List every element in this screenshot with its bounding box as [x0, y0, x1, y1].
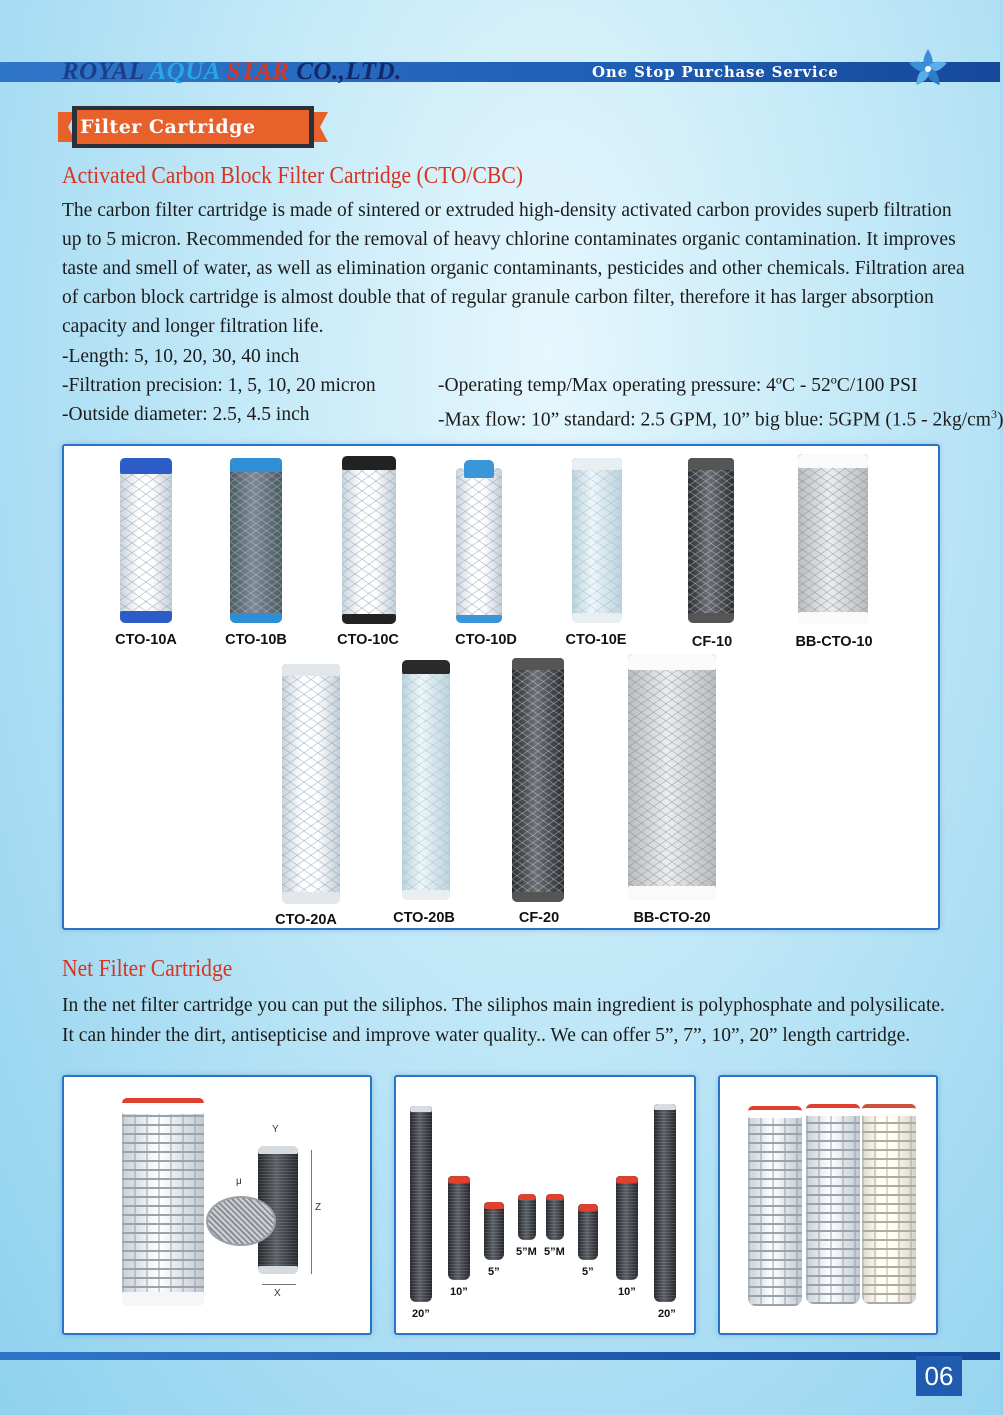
dimension-line-x	[262, 1284, 296, 1285]
size-label-10-right: 10”	[618, 1286, 636, 1298]
size-label-5-left: 5”	[488, 1266, 500, 1278]
company-word-co-ltd: CO.,LTD.	[296, 58, 402, 85]
net-cartridge-5in-right	[578, 1204, 598, 1260]
label-cto-10a: CTO-10A	[115, 632, 177, 648]
cartridge-cto-10c	[342, 456, 396, 624]
cartridge-cto-20b	[402, 660, 450, 900]
size-label-5m-right: 5”M	[544, 1246, 565, 1258]
net-cartridge-grey	[748, 1106, 802, 1306]
size-label-5-right: 5”	[582, 1266, 594, 1278]
cartridge-bb-cto-10	[798, 454, 868, 624]
cartridge-cto-10b	[230, 458, 282, 623]
size-label-10-left: 10”	[450, 1286, 468, 1298]
dim-label-mu: μ	[236, 1176, 242, 1187]
net-cartridge-10in-right	[616, 1176, 638, 1280]
net-cartridge-20in-right	[654, 1104, 676, 1302]
cartridge-bb-cto-20	[628, 654, 716, 900]
cartridge-cto-10d	[456, 468, 502, 623]
cartridge-cf-10	[688, 458, 734, 623]
size-label-5m-left: 5”M	[516, 1246, 537, 1258]
size-label-20-left: 20”	[412, 1308, 430, 1320]
net-cartridge-20in-left	[410, 1106, 432, 1302]
size-label-20-right: 20”	[658, 1308, 676, 1320]
footer-bar	[0, 1352, 1000, 1360]
label-cto-20a: CTO-20A	[275, 912, 337, 928]
label-cto-20b: CTO-20B	[393, 910, 455, 926]
company-word-royal: ROYAL	[62, 58, 144, 85]
company-word-star: STAR	[226, 58, 290, 85]
label-cto-10c: CTO-10C	[337, 632, 399, 648]
cartridge-cto-20a	[282, 664, 340, 904]
spec-length: -Length: 5, 10, 20, 30, 40 inch	[62, 346, 300, 367]
net-cartridge-10in-left	[448, 1176, 470, 1280]
spec-max-flow-end: )	[996, 409, 1003, 431]
label-cto-10d: CTO-10D	[455, 632, 517, 648]
net-description-line2: It can hinder the dirt, antisepticise and improve water quality.. We can offer 5”, 7”, 10”, 20” length cartridge.	[62, 1025, 911, 1046]
page-number: 06	[916, 1356, 962, 1396]
net-cartridge-large	[122, 1098, 204, 1306]
net-cartridge-cream	[862, 1104, 916, 1304]
spec-max-flow	[438, 400, 1003, 435]
spec-max-flow-text: -Max flow: 10” standard: 2.5 GPM, 10” big blue: 5GPM (1.5 - 2kg/cm	[438, 409, 991, 431]
net-section-title: Net Filter Cartridge	[62, 956, 233, 982]
label-cf-10: CF-10	[691, 634, 733, 650]
label-cto-10b: CTO-10B	[225, 632, 287, 648]
spec-diameter: -Outside diameter: 2.5, 4.5 inch	[62, 404, 310, 425]
banner-title: Filter Cartridge	[80, 116, 256, 138]
tagline: One Stop Purchase Service	[592, 63, 839, 81]
spec-temp-pressure: -Operating temp/Max operating pressure: 4ºC - 52ºC/100 PSI	[438, 375, 918, 396]
net-panel-sizes	[394, 1075, 696, 1335]
label-cf-20: CF-20	[518, 910, 560, 926]
company-word-aqua: AQUA	[149, 58, 220, 85]
cartridge-cf-20	[512, 658, 564, 902]
cartridge-cto-10e	[572, 458, 622, 623]
star-flower-icon	[903, 46, 953, 92]
label-bb-cto-20: BB-CTO-20	[633, 910, 711, 926]
carbon-description: The carbon filter cartridge is made of sintered or extruded high-density activated carbon provides superb filtration up to 5 micron. Recommended for the removal of heavy chlorine contaminates organic contamination. It improves taste and smell of water, as well as elimination organic contaminants, pesticides and other chemicals. Filtration area of carbon block cartridge is almost double that of regular granule carbon filter, therefore it has larger absorption capacity and longer filtration life.	[62, 200, 965, 337]
net-cartridge-5in-left	[484, 1202, 504, 1260]
net-cartridge-5in-m-right	[546, 1194, 564, 1240]
dim-label-y: Y	[272, 1124, 279, 1135]
label-cto-10e: CTO-10E	[565, 632, 627, 648]
carbon-section-title: Activated Carbon Block Filter Cartridge (CTO/CBC)	[62, 163, 523, 189]
cartridge-cto-10a	[120, 458, 172, 623]
spec-precision: -Filtration precision: 1, 5, 10, 20 micron	[62, 375, 376, 396]
label-bb-cto-10: BB-CTO-10	[795, 634, 873, 650]
spec-max-flow-sup: 3	[990, 407, 997, 421]
net-cartridge-white	[806, 1104, 860, 1304]
dim-label-z: Z	[315, 1202, 322, 1213]
dim-label-x: X	[274, 1288, 281, 1299]
net-cartridge-5in-m-left	[518, 1194, 536, 1240]
company-name	[62, 58, 402, 84]
mesh-detail-circle	[206, 1196, 276, 1246]
net-description-line1: In the net filter cartridge you can put the siliphos. The siliphos main ingredient is polyphosphate and polysilicate.	[62, 995, 945, 1016]
dimension-line-z	[311, 1150, 312, 1274]
